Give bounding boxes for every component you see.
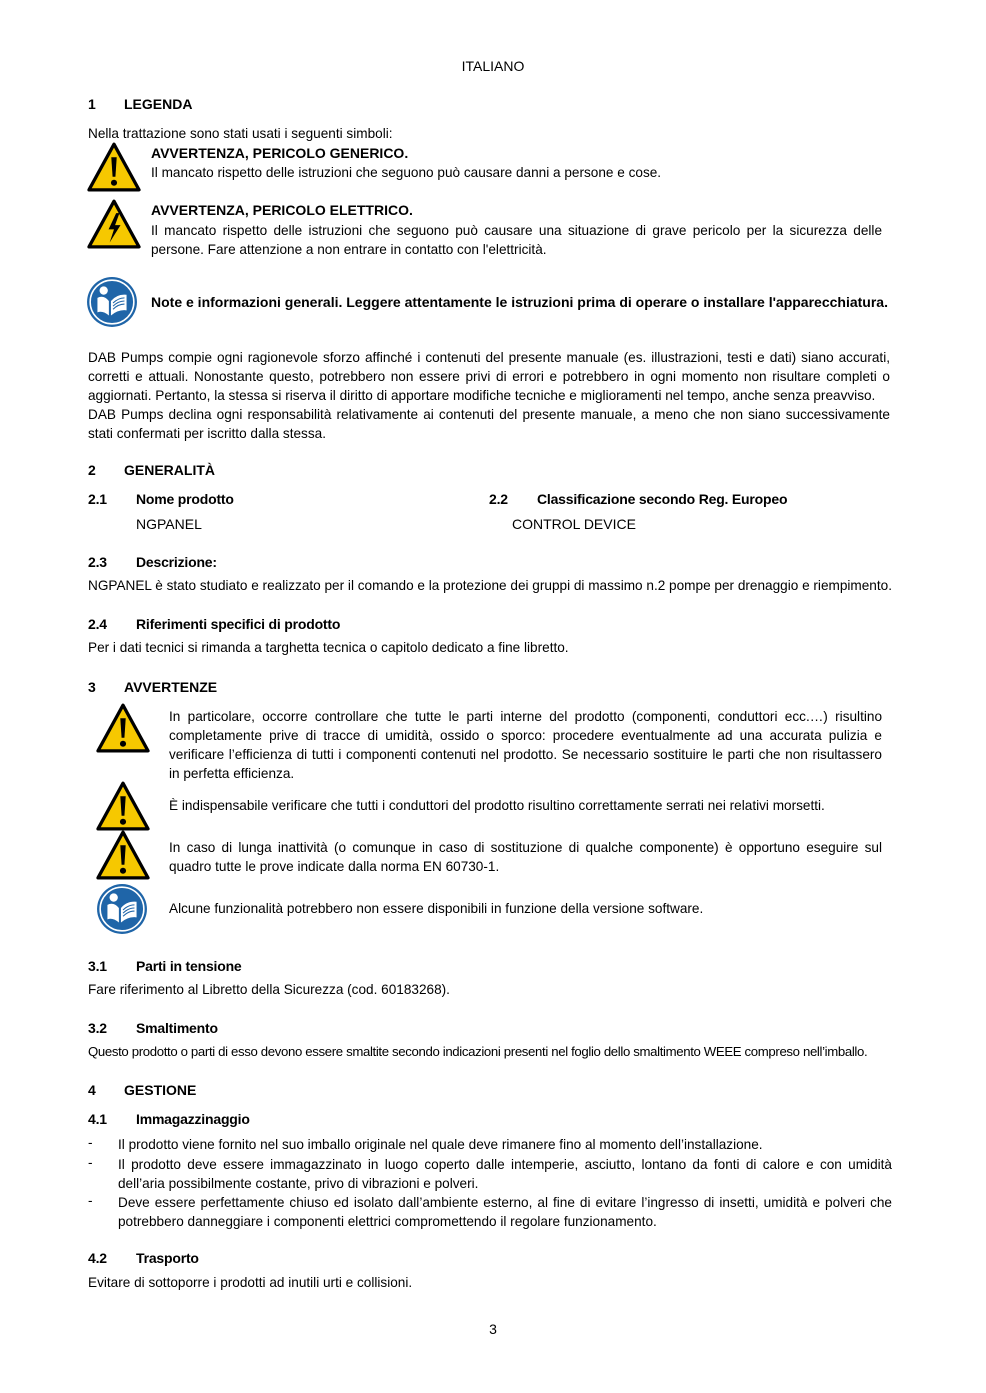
warning-text-4: Alcune funzionalità potrebbero non essere disponibili in funzione della versione software. (169, 901, 704, 916)
warning-electric-text: Il mancato rispetto delle istruzioni che seguono può causare una situazione di grave pericolo per la sicurezza delle persone. Fare attenzione a non entrare in contatto con l'elettricità. (151, 223, 882, 257)
subsection-title: Smaltimento (136, 1020, 218, 1036)
list-bullet: - (88, 1193, 93, 1208)
section-number: 4 (88, 1082, 96, 1098)
subsection-title: Immagazzinaggio (136, 1111, 250, 1127)
list-item (88, 1155, 892, 1195)
product-references-text: Per i dati tecnici si rimanda a targhetta tecnica o capitolo dedicato a fine libretto. (88, 640, 569, 655)
subsection-number: 3.2 (88, 1020, 107, 1036)
section-title: GENERALITÀ (124, 462, 215, 478)
subsection-title: Descrizione: (136, 554, 217, 570)
warning-text-1: In particolare, occorre controllare che tutte le parti interne del prodotto (componenti, conduttori ecc.…) risultino completamente prive di tracce di umidità, ossido o sporco: procedere eventualmente ad una accurata pulizia e verificare l’efficienza di tutti i componenti contenuti nel prodotto. Se necessario sostituire le parti che non risultassero in perfetta efficienza. (169, 709, 882, 781)
section-title: AVVERTENZE (124, 679, 218, 695)
transport-text: Evitare di sottoporre i prodotti ad inutili urti e collisioni. (88, 1275, 413, 1290)
subsection-number: 2.3 (88, 554, 107, 570)
disclaimer-paragraph: DAB Pumps compie ogni ragionevole sforzo affinché i contenuti del presente manuale (es. illustrazioni, testi e dati) siano accurati, corretti e attuali. Nonostante questo, potrebbero non essere privi di errori e potrebbero in ogni momento non risultare completi o aggiornati. Pertanto, la stessa si riserva il diritto di apportare modifiche tecniche e miglioramenti nel tempo, anche senza preavviso. (88, 350, 890, 403)
disclaimer-paragraph-2: DAB Pumps declina ogni responsabilità relativamente ai contenuti del presente manuale, a meno che non siano successivamente stati confermati per iscritto dalla stessa. (88, 407, 890, 441)
info-text: Note e informazioni generali. Leggere attentamente le istruzioni prima di operare o installare l'apparecchiatura. (151, 294, 888, 310)
list-item-text: Deve essere perfettamente chiuso ed isolato dall’ambiente esterno, al fine di evitare l’ingresso di insetti, umidità e polveri che potrebbero danneggiare i componenti elettrici compromettendo il regolare funzionamento. (118, 1195, 892, 1229)
electric-hazard-icon (86, 199, 142, 249)
subsection-number: 2.1 (88, 491, 107, 507)
language-header: ITALIANO (461, 58, 525, 74)
classification-value: CONTROL DEVICE (512, 516, 636, 532)
warning-triangle-icon (95, 703, 151, 753)
section-title: LEGENDA (124, 96, 193, 112)
section-title: GESTIONE (124, 1082, 197, 1098)
subsection-number: 2.2 (489, 491, 508, 507)
list-item-text: Il prodotto deve essere immagazzinato in luogo coperto dalle intemperie, asciutto, lontano da fonti di calore e con umidità dell’aria possibilmente costante, privo di vibrazioni e polveri. (118, 1157, 892, 1191)
list-item (88, 1135, 892, 1155)
list-item (88, 1193, 892, 1233)
section-number: 1 (88, 96, 96, 112)
subsection-title: Nome prodotto (136, 491, 234, 507)
product-name-value: NGPANEL (136, 516, 202, 532)
subsection-number: 4.1 (88, 1111, 107, 1127)
list-item-text: Il prodotto viene fornito nel suo imballo originale nel quale deve rimanere fino al momento dell’installazione. (118, 1137, 763, 1152)
section-number: 2 (88, 462, 96, 478)
warning-generic-text: Il mancato rispetto delle istruzioni che seguono può causare danni a persone e cose. (151, 165, 662, 180)
warning-text-3: In caso di lunga inattività (o comunque in caso di sostituzione di qualche componente) è opportuno eseguire sul quadro tutte le prove indicate dalla norma EN 60730-1. (169, 840, 882, 874)
subsection-title: Classificazione secondo Reg. Europeo (537, 491, 788, 507)
warning-triangle-icon (95, 781, 151, 831)
subsection-title: Riferimenti specifici di prodotto (136, 616, 341, 632)
list-bullet: - (88, 1155, 93, 1170)
subsection-title: Parti in tensione (136, 958, 242, 974)
legend-intro: Nella trattazione sono stati usati i seguenti simboli: (88, 126, 393, 141)
warning-triangle-icon (86, 142, 142, 192)
subsection-number: 2.4 (88, 616, 107, 632)
list-bullet: - (88, 1135, 93, 1150)
subsection-number: 4.2 (88, 1250, 107, 1266)
read-manual-icon (96, 883, 148, 935)
subsection-number: 3.1 (88, 958, 107, 974)
page-number: 3 (489, 1321, 497, 1337)
warning-triangle-icon (95, 830, 151, 880)
read-manual-icon (86, 276, 138, 328)
warning-generic-title: AVVERTENZA, PERICOLO GENERICO. (151, 145, 409, 161)
description-text: NGPANEL è stato studiato e realizzato per il comando e la protezione dei gruppi di massimo n.2 pompe per drenaggio e riempimento. (88, 578, 892, 593)
subsection-title: Trasporto (136, 1250, 199, 1266)
warning-electric-title: AVVERTENZA, PERICOLO ELETTRICO. (151, 202, 413, 218)
disposal-text: Questo prodotto o parti di esso devono essere smaltite secondo indicazioni presenti nel foglio dello smaltimento WEEE compreso nell’imballo. (88, 1044, 868, 1059)
section-number: 3 (88, 679, 96, 695)
live-parts-text: Fare riferimento al Libretto della Sicurezza (cod. 60183268). (88, 982, 450, 997)
warning-text-2: È indispensabile verificare che tutti i conduttori del prodotto risultino correttamente serrati nei relativi morsetti. (169, 798, 825, 813)
